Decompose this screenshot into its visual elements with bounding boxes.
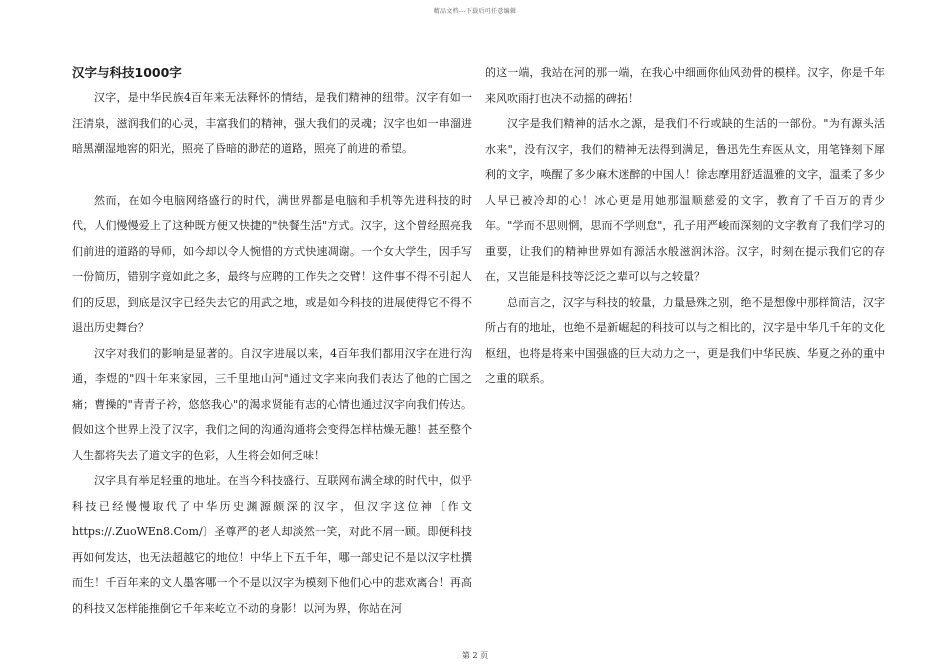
paragraph-2: 然而，在如今电脑网络盛行的时代，满世界都是电脑和手机等先进科技的时代，人们慢慢爱上了这种既方便又快捷的"快餐生活"方式。汉字，这个曾经照亮我们前进的道路的导师，如今却以令人惋惜的方式快速凋谢。一个女大学生，因手写一份简历，错别字竟如此之多，最终与应聘的工作失之交臂！这件事不得不引起人们的反思，到底是汉字已经失去它的用武之地，或是如今科技的进展使得它不得不退出历史舞台？ [72,193,472,334]
right-column [485,60,885,392]
paragraph-6: 总而言之，汉字与科技的较量，力量悬殊之别，绝不是想像中那样简洁，汉字所占有的地址，也绝不是新崛起的科技可以与之相比的，汉字是中华几千年的文化枢纽，也将是将来中国强盛的巨大动力之一，更是我们中华民族、华夏之孙的重中之重的联系。 [485,295,885,385]
paragraph-1: 汉字，是中华民族4百年来无法释怀的情结，是我们精神的纽带。汉字有如一汪清泉，滋润我们的心灵，丰富我们的精神，强大我们的灵魂；汉字也如一串溜进暗黑潮湿地窖的阳光，照亮了昏暗的渺茫的道路，照亮了前进的希望。 [72,91,472,155]
paragraph-3: 汉字对我们的影响是显著的。自汉字进展以来，4百年我们都用汉字在进行沟通，李煜的"四十年来家园，三千里地山河"通过文字来向我们表达了他的亡国之痛；曹操的"青青子衿，悠悠我心"的渴求贤能有志的心情也通过汉字向我们传达。假如这个世界上没了汉字，我们之间的沟通沟通将会变得怎样枯燥无趣！甚至整个人生都将失去了道文字的色彩，人生将会如何乏味！ [72,346,472,462]
left-column [72,60,472,621]
paragraph-gap [72,162,472,188]
paragraph-4: 汉字具有举足轻重的地址。在当今科技盛行、互联网布满全球的时代中，似乎科技已经慢慢取代了中华历史渊源颇深的汉字，但汉字这位神〔作文https://.ZuoWEn8.Com/〕圣尊严的老人却淡然一笑，对此不屑一顾。即便科技再如何发达，也无法超越它的地位！中华上下五千年，哪一部史记不是以汉字杜撰而生！千百年来的文人墨客哪一个不是以汉字为模刻下他们心中的悲欢离合！再高的科技又怎样能推倒它千年来屹立不动的身影！以河为界，你站在河 [72,474,472,615]
page-header: 精品文档---下载后可任意编辑 [433,8,517,15]
paragraph-5: 汉字是我们精神的活水之源，是我们不行或缺的生活的一部份。"为有源头活水来"，没有汉字，我们的精神无法得到满足，鲁迅先生弃医从文，用笔锋刻下犀利的文字，唤醒了多少麻木迷醉的中国人！徐志摩用舒适温雅的文字，温柔了多少人早已被冷却的心！冰心更是用她那温顺慈爱的文字，教育了千百万的青少年。"学而不思则惘，思而不学则怠"，孔子用严峻而深刻的文字教育了我们学习的重要，让我们的精神世界如有源活水般滋润沐浴。汉字，时刻在提示我们它的存在，又岂能是科技等泛泛之辈可以与之较量？ [485,117,885,283]
page-number: 第 2 页 [461,651,489,660]
document-title: 汉字与科技1000字 [72,65,182,80]
paragraph-4-continued: 的这一端，我站在河的那一端，在我心中细画你仙风劲骨的模样。汉字，你是千年来风吹雨打也决不动摇的碑拓！ [485,66,885,105]
